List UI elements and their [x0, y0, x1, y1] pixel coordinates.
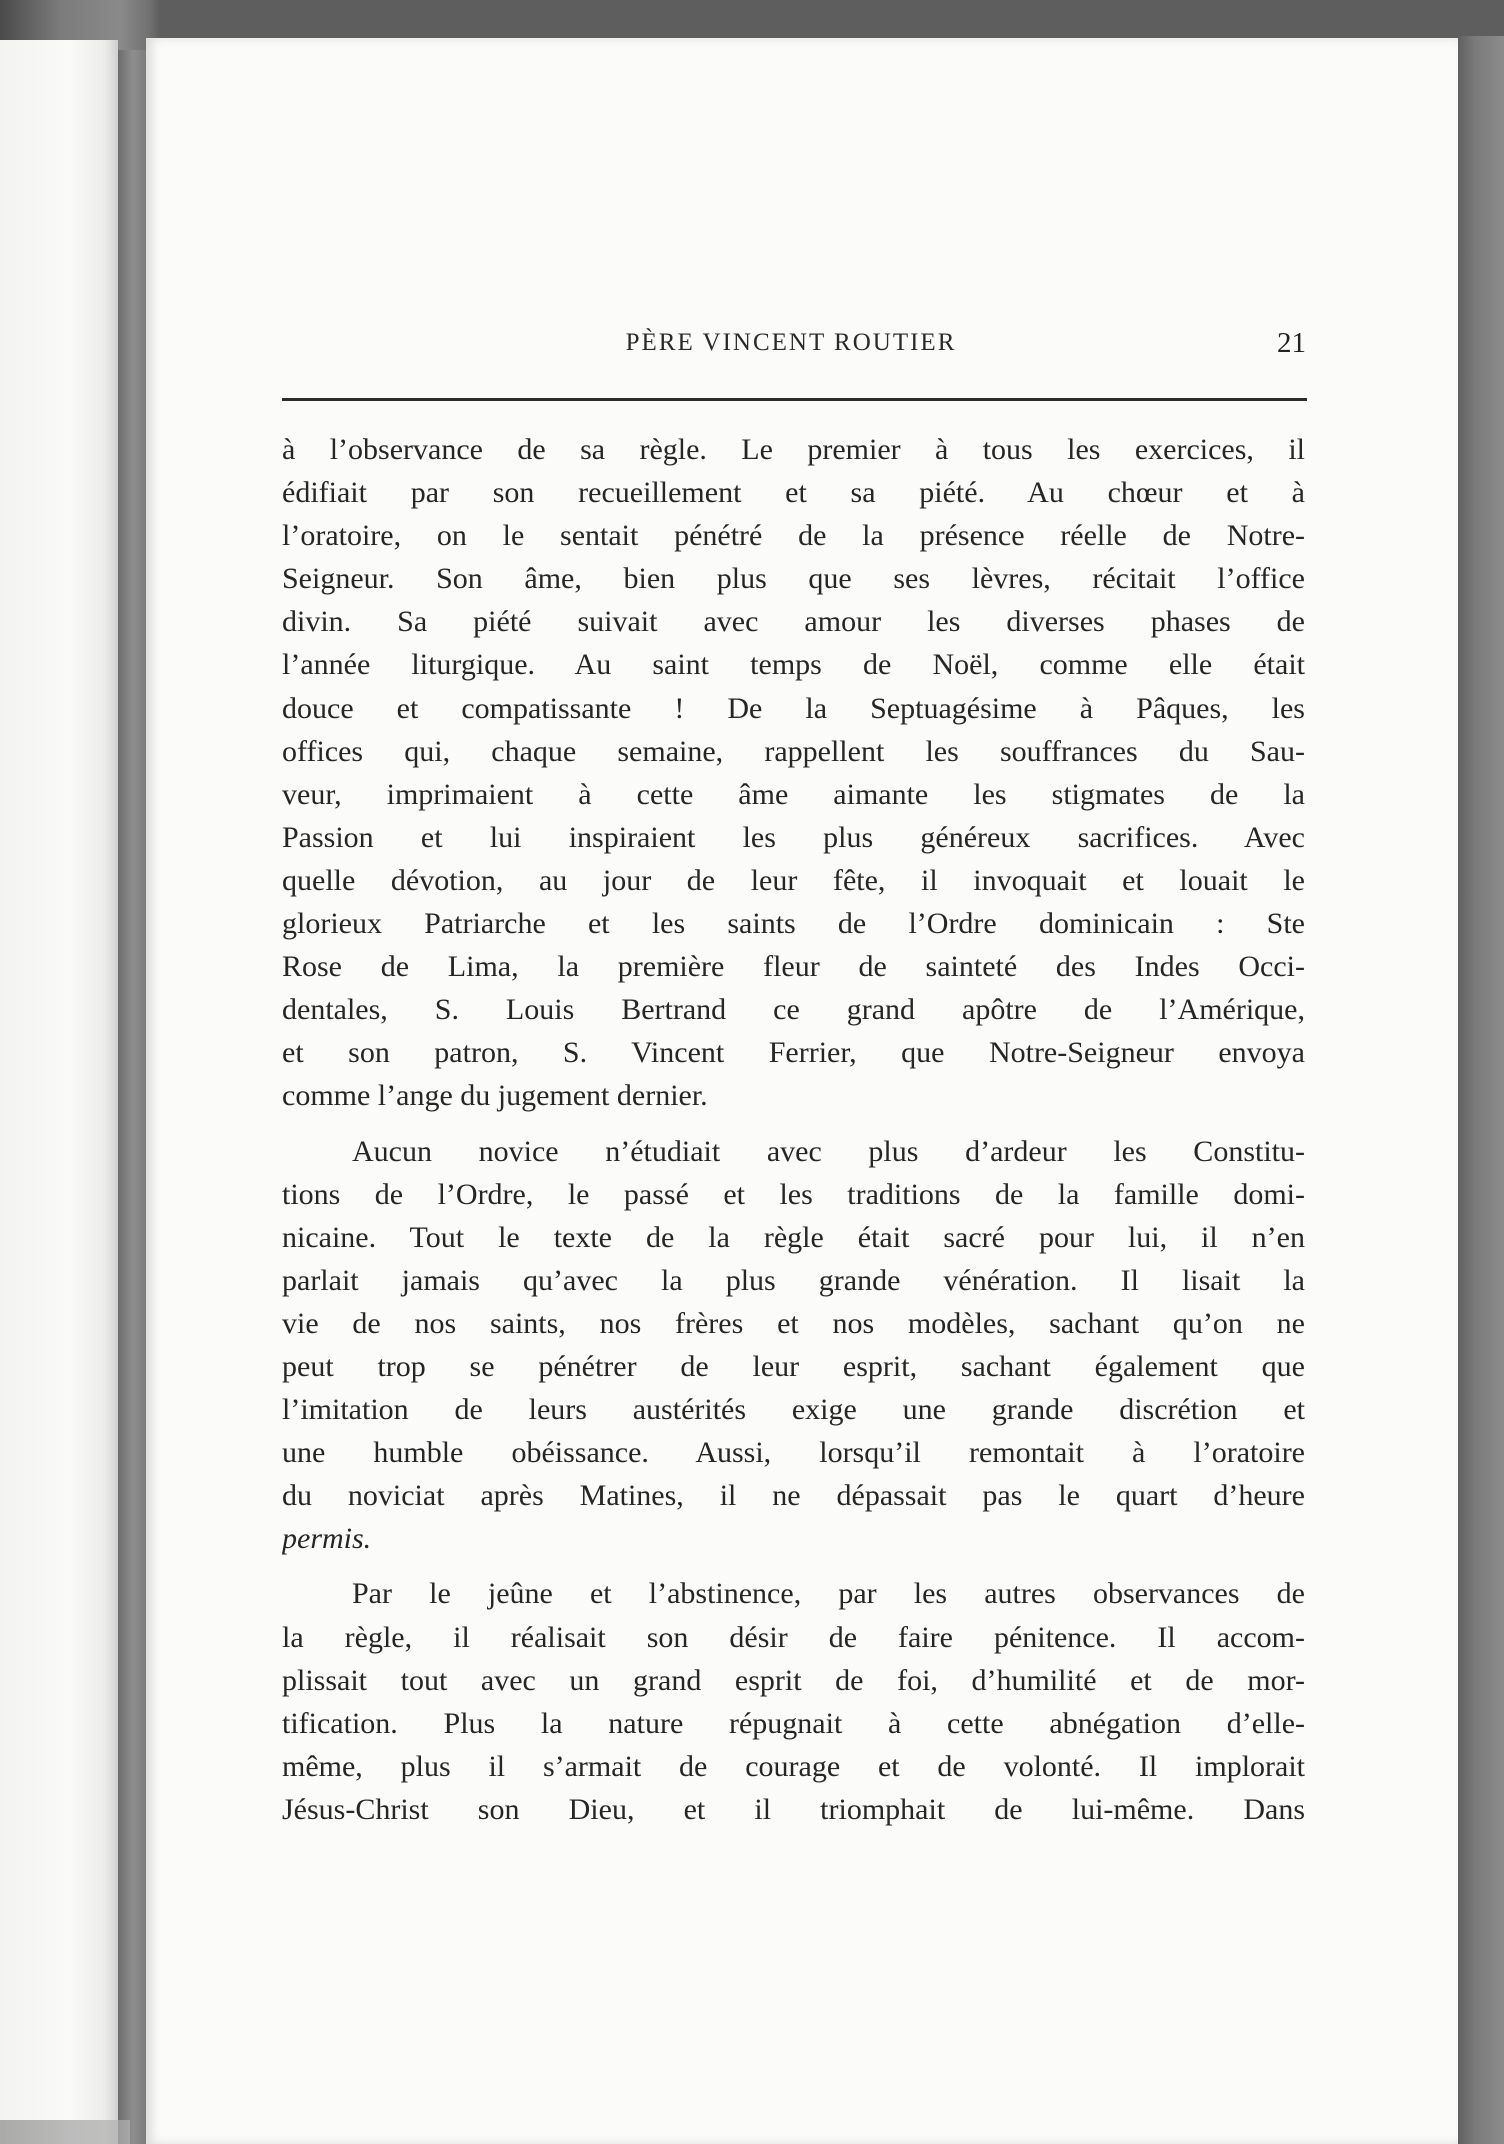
text-line: Aucun novice n’étudiait avec plus d’ardeur les Constitu- — [352, 1134, 1305, 1168]
header-rule — [282, 398, 1307, 401]
scan-artifact — [0, 2120, 130, 2144]
text-line: douce et compatissante ! De la Septuagésime à Pâques, les — [282, 691, 1305, 725]
text-line: quelle dévotion, au jour de leur fête, il invoquait et louait le — [282, 863, 1305, 897]
paragraph — [282, 1130, 1305, 1561]
text-line: glorieux Patriarche et les saints de l’Ordre dominicain : Ste — [282, 907, 1305, 941]
text-line: Seigneur. Son âme, bien plus que ses lèvres, récitait l’office — [282, 562, 1305, 596]
book-spine-shadow — [118, 50, 148, 2144]
running-title: PÈRE VINCENT ROUTIER — [625, 329, 957, 356]
page-stack-edge — [1455, 36, 1504, 2144]
text-line: Rose de Lima, la première fleur de sainteté des Indes Occi- — [282, 950, 1305, 984]
text-line: vie de nos saints, nos frères et nos modèles, sachant qu’on ne — [282, 1306, 1305, 1340]
text-line: divin. Sa piété suivait avec amour les diverses phases de — [282, 605, 1305, 639]
text-line: et son patron, S. Vincent Ferrier, que Notre-Seigneur envoya — [282, 1036, 1305, 1070]
text-line: tification. Plus la nature répugnait à cette abnégation d’elle- — [282, 1706, 1305, 1740]
text-line: veur, imprimaient à cette âme aimante les stigmates de la — [282, 777, 1305, 811]
text-line: édifiait par son recueillement et sa piété. Au chœur et à — [282, 476, 1305, 510]
text-line: l’imitation de leurs austérités exige une grande discrétion et — [282, 1393, 1305, 1427]
text-line: la règle, il réalisait son désir de faire pénitence. Il accom- — [282, 1620, 1305, 1654]
running-head — [276, 327, 1306, 367]
text-line: dentales, S. Louis Bertrand ce grand apôtre de l’Amérique, — [282, 993, 1305, 1027]
text-line: Passion et lui inspiraient les plus généreux sacrifices. Avec — [282, 820, 1305, 854]
text-line: du noviciat après Matines, il ne dépassait pas le quart d’heure — [282, 1479, 1305, 1513]
paragraph — [282, 428, 1305, 1118]
paragraph-gap — [282, 1560, 1305, 1572]
text-line: plissait tout avec un grand esprit de foi, d’humilité et de mor- — [282, 1663, 1305, 1697]
text-line: offices qui, chaque semaine, rappellent les souffrances du Sau- — [282, 734, 1305, 768]
book-page — [146, 38, 1458, 2144]
text-line: une humble obéissance. Aussi, lorsqu’il remontait à l’oratoire — [282, 1436, 1305, 1470]
body-text — [282, 428, 1305, 1831]
text-line: Par le jeûne et l’abstinence, par les autres observances de — [352, 1577, 1305, 1611]
text-line: Jésus-Christ son Dieu, et il triomphait de lui-même. Dans — [282, 1792, 1305, 1826]
text-line: l’oratoire, on le sentait pénétré de la présence réelle de Notre- — [282, 519, 1305, 553]
text-line: nicaine. Tout le texte de la règle était sacré pour lui, il n’en — [282, 1220, 1305, 1254]
text-line: comme l’ange du jugement dernier. — [282, 1079, 708, 1113]
paragraph-gap — [282, 1118, 1305, 1130]
text-line: tions de l’Ordre, le passé et les traditions de la famille domi- — [282, 1177, 1305, 1211]
facing-page-edge — [0, 40, 118, 2144]
text-line: parlait jamais qu’avec la plus grande vénération. Il lisait la — [282, 1263, 1305, 1297]
text-line: peut trop se pénétrer de leur esprit, sachant également que — [282, 1349, 1305, 1383]
text-line: l’année liturgique. Au saint temps de Noël, comme elle était — [282, 648, 1305, 682]
text-line: à l’observance de sa règle. Le premier à tous les exercices, il — [282, 433, 1305, 466]
paragraph — [282, 1572, 1305, 1831]
page-number: 21 — [1277, 327, 1306, 359]
text-line: permis. — [282, 1522, 372, 1556]
text-line: même, plus il s’armait de courage et de volonté. Il implorait — [282, 1749, 1305, 1783]
